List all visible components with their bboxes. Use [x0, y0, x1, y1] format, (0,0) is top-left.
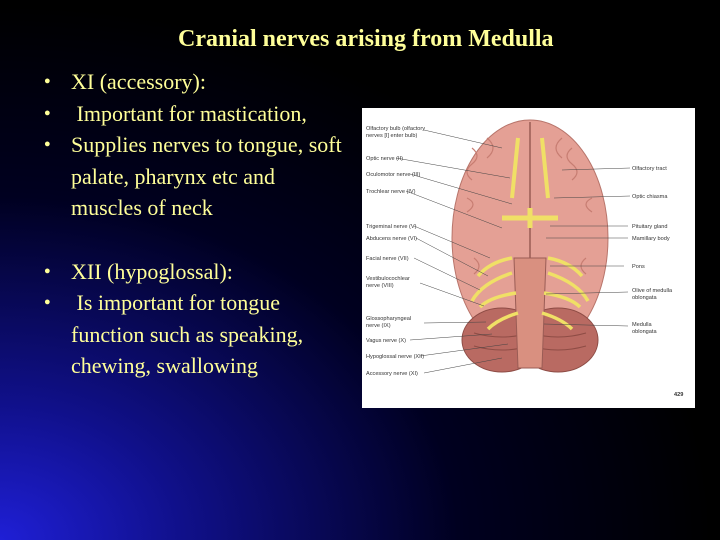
label-olive-2: oblongata: [632, 295, 657, 301]
label-medulla: Medulla: [632, 322, 652, 328]
bullet-text: XII (hypoglossal):: [71, 258, 233, 284]
bullet-dot-icon: ●: [44, 106, 51, 119]
bullet-text: Supplies nerves to tongue, soft palate, pharynx etc and muscles of neck: [71, 132, 342, 220]
label-medulla-2: oblongata: [632, 329, 657, 335]
label-pituitary-gland: Pituitary gland: [632, 224, 668, 230]
brain-figure: [362, 108, 695, 408]
label-oculomotor-nerve: Oculomotor nerve (III): [366, 172, 421, 178]
brainstem-shape: [514, 258, 546, 368]
figure-page-number: 429: [674, 392, 684, 398]
label-pons: Pons: [632, 264, 645, 270]
label-trochlear-nerve: Trochlear nerve (IV): [366, 189, 416, 195]
bullet-text: XI (accessory):: [71, 69, 206, 94]
label-mamillary-body: Mamillary body: [632, 236, 670, 242]
bullet-dot-icon: ●: [44, 138, 51, 150]
label-olfactory-bulb-2: nerves [I] enter bulb): [366, 133, 418, 139]
label-vestibulocochlear: Vestibulocochlear: [366, 276, 410, 282]
bullet-text: Is important for tongue function such as speaking, chewing, swallowing: [71, 290, 309, 378]
bullet-dot-icon: ●: [44, 75, 51, 87]
bullet-dot-icon: ●: [44, 264, 51, 277]
label-olive: Olive of medulla: [632, 288, 673, 294]
label-glossopharyngeal-2: nerve (IX): [366, 323, 391, 329]
label-optic-nerve: Optic nerve (II): [366, 156, 403, 162]
label-trigeminal-nerve: Trigeminal nerve (V): [366, 224, 417, 230]
brain-diagram: [362, 108, 695, 408]
bullet-item: [44, 66, 344, 98]
label-olfactory-bulb: Olfactory bulb (olfactory: [366, 126, 426, 132]
label-facial-nerve: Facial nerve (VII): [366, 256, 409, 262]
slide-title: Cranial nerves arising from Medulla: [178, 26, 554, 52]
label-vagus-nerve: Vagus nerve (X): [366, 338, 407, 344]
bullet-text: Important for mastication,: [71, 100, 307, 126]
bullet-item: [44, 98, 344, 130]
label-glossopharyngeal: Glossopharyngeal: [366, 316, 412, 322]
bullet-dot-icon: ●: [44, 296, 51, 308]
bullet-item: [44, 287, 344, 382]
label-accessory-nerve: Accessory nerve (XI): [366, 371, 418, 377]
label-hypoglossal-nerve: Hypoglossal nerve (XII): [366, 354, 425, 360]
bullet-item: [44, 129, 344, 224]
label-abducens-nerve: Abducens nerve (VI): [366, 236, 417, 242]
label-optic-chiasma: Optic chiasma: [632, 194, 668, 200]
bullet-list: [44, 66, 344, 382]
bullet-item: [44, 256, 344, 288]
label-vestibulocochlear-2: nerve (VIII): [366, 283, 394, 289]
label-olfactory-tract: Olfactory tract: [632, 166, 667, 172]
